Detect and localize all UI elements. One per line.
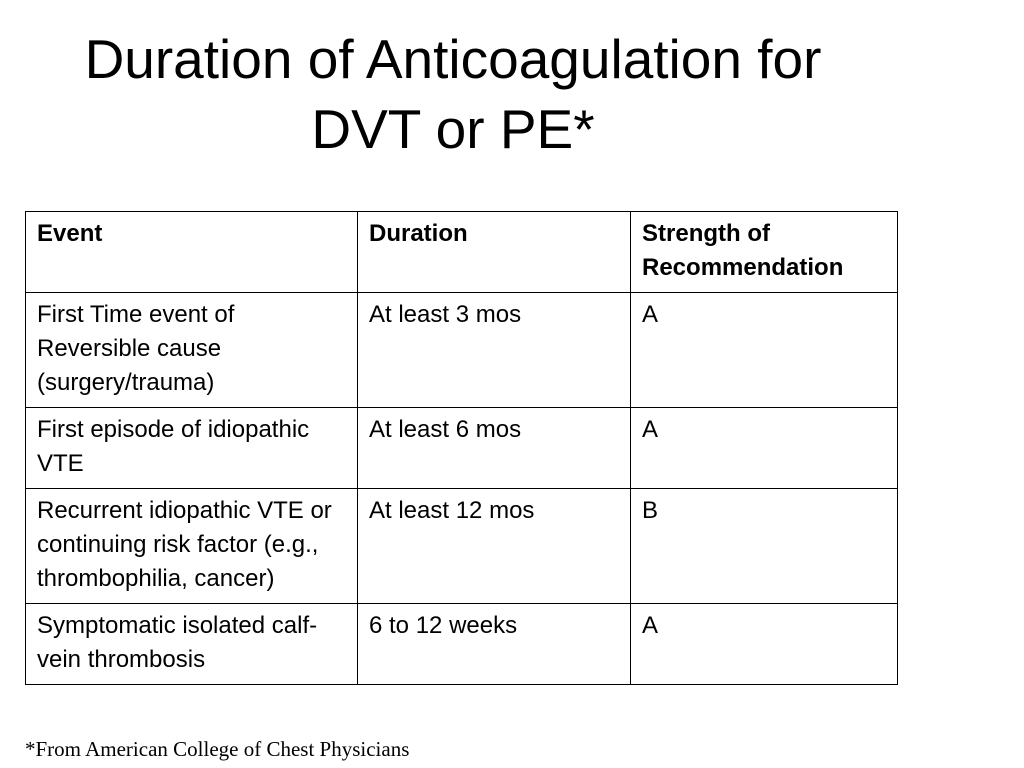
anticoagulation-table xyxy=(25,211,898,685)
cell-event: First Time event of Reversible cause (surgery/trauma) xyxy=(26,293,358,408)
table-header-row xyxy=(26,212,898,293)
table-row xyxy=(26,408,898,489)
cell-duration: At least 3 mos xyxy=(358,293,631,408)
cell-strength: A xyxy=(631,293,898,408)
slide-title xyxy=(0,24,906,164)
table-row xyxy=(26,293,898,408)
cell-strength: A xyxy=(631,604,898,685)
header-event: Event xyxy=(26,212,358,293)
table-row xyxy=(26,489,898,604)
cell-duration: At least 12 mos xyxy=(358,489,631,604)
cell-strength: B xyxy=(631,489,898,604)
cell-duration: At least 6 mos xyxy=(358,408,631,489)
cell-event: Symptomatic isolated calf-vein thrombosis xyxy=(26,604,358,685)
header-duration: Duration xyxy=(358,212,631,293)
cell-event: First episode of idiopathic VTE xyxy=(26,408,358,489)
source-footnote: *From American College of Chest Physicians xyxy=(25,737,410,761)
cell-strength: A xyxy=(631,408,898,489)
table-row xyxy=(26,604,898,685)
slide-title-line-1: Duration of Anticoagulation for xyxy=(84,28,822,90)
slide-title-line-2: DVT or PE* xyxy=(311,98,595,160)
cell-duration: 6 to 12 weeks xyxy=(358,604,631,685)
header-strength: Strength of Recommendation xyxy=(631,212,898,293)
cell-event: Recurrent idiopathic VTE or continuing risk factor (e.g., thrombophilia, cancer) xyxy=(26,489,358,604)
